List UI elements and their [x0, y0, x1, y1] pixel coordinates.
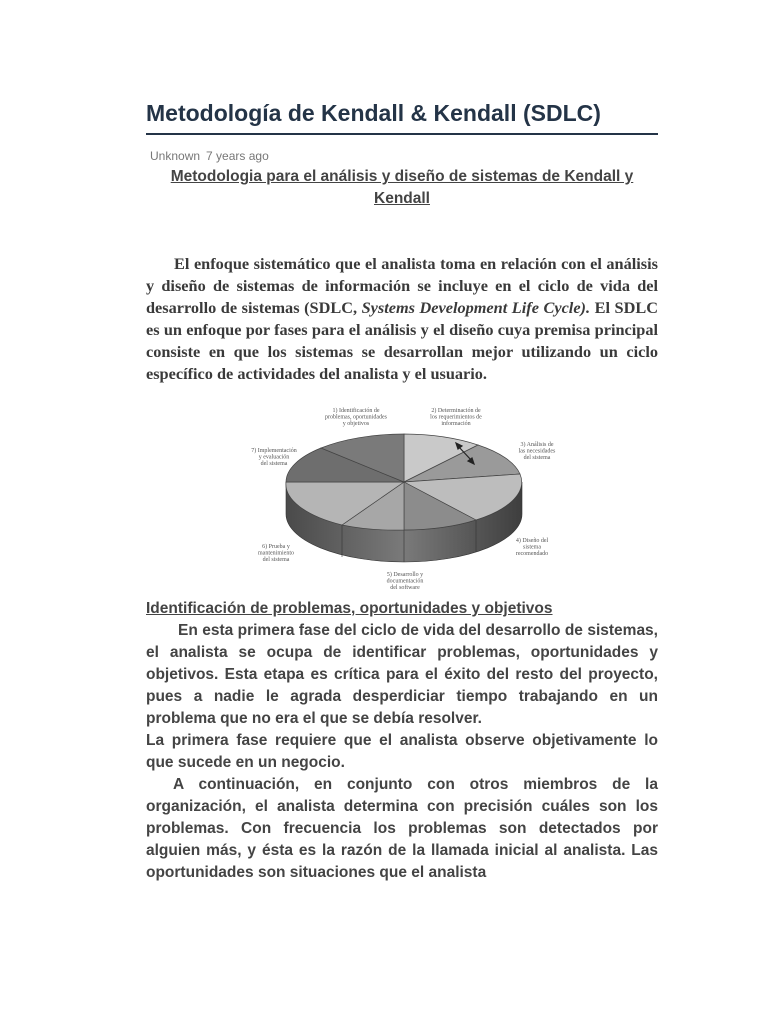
- label-phase1: [325, 407, 388, 427]
- sdlc-pie-chart: [246, 404, 562, 591]
- post-subtitle: Metodologia para el análisis y diseño de sistemas de Kendall y Kendall: [170, 168, 634, 207]
- diagram-label-line: del software: [390, 585, 420, 591]
- diagram-label-line: los requerimientos de: [430, 414, 482, 421]
- diagram-label-line: información: [441, 421, 471, 427]
- label-phase7: [251, 447, 296, 467]
- post-timestamp: 7 years ago: [206, 149, 269, 163]
- diagram-label-line: recomendado: [515, 551, 549, 557]
- intro-text-before: El enfoque sistemático que el analista toma en relación con el análisis y diseño de sistemas de información se incluye en el ciclo de vida del desarrollo de sistemas (SDLC,: [146, 254, 658, 317]
- section-paragraph-1: En esta primera fase del ciclo de vida del desarrollo de sistemas, el analista se ocupa de identificar problemas, oportunidades y objetivos. Esta etapa es crítica para el éxito del resto del proyecto, pues a nadie le agrada desperdiciar tiempo trabajando en un problema que no era el que se debía resolver.: [146, 622, 658, 727]
- section-heading: Identificación de problemas, oportunidades y objetivos: [146, 600, 553, 617]
- diagram-label-line: documentación: [386, 578, 424, 585]
- diagram-label-line: 2) Determinación de: [431, 408, 481, 414]
- label-phase3: [519, 441, 556, 461]
- label-phase4: [516, 537, 549, 557]
- diagram-label-line: sistema: [523, 544, 541, 551]
- diagram-label-line: 3) Análisis de: [520, 442, 554, 448]
- sdlc-cycle-diagram: [246, 404, 562, 591]
- post-meta: [150, 149, 269, 163]
- diagram-label-line: 7) Implementación: [251, 448, 297, 454]
- diagram-label-line: del sistema: [523, 455, 551, 461]
- intro-paragraph: [146, 253, 658, 385]
- label-phase5: [387, 571, 424, 591]
- post-author[interactable]: Unknown: [150, 149, 201, 163]
- post-title[interactable]: Metodología de Kendall & Kendall (SDLC): [146, 100, 658, 135]
- section-paragraph-2: La primera fase requiere que el analista observe objetivamente lo que sucede en un negocio.: [146, 732, 658, 771]
- label-phase6: [258, 543, 294, 563]
- section-body: [146, 620, 658, 884]
- intro-emphasis: Systems Development Life Cycle).: [361, 298, 591, 317]
- diagram-label-line: y evaluación: [258, 454, 290, 461]
- diagram-label-line: mantenimiento: [258, 550, 294, 557]
- diagram-label-line: las necesidades: [518, 448, 556, 455]
- diagram-label-line: y objetivos: [342, 421, 370, 427]
- diagram-label-line: 5) Desarrollo y: [386, 572, 424, 578]
- diagram-label-line: del sistema: [260, 461, 288, 467]
- diagram-label-line: problemas, oportunidades: [325, 414, 387, 421]
- diagram-label-line: 6) Prueba y: [262, 544, 290, 550]
- label-phase2: [430, 407, 482, 427]
- diagram-label-line: del sistema: [262, 557, 290, 563]
- diagram-label-line: 4) Diseño del: [515, 538, 549, 544]
- section-paragraph-3: A continuación, en conjunto con otros miembros de la organización, el analista determina con precisión cuáles son los problemas. Con frecuencia los problemas son detectados por alguien más, y ésta es la razón de la llamada inicial al analista. Las oportunidades son situaciones que el analista: [146, 776, 658, 881]
- diagram-label-line: 1) Identificación de: [332, 408, 380, 414]
- intro-text-after: El SDLC es un enfoque por fases para el análisis y el diseño cuya premisa principal consiste en que los sistemas se desarrollan mejor utilizando un ciclo específico de actividades del analista y el usuario.: [146, 298, 658, 383]
